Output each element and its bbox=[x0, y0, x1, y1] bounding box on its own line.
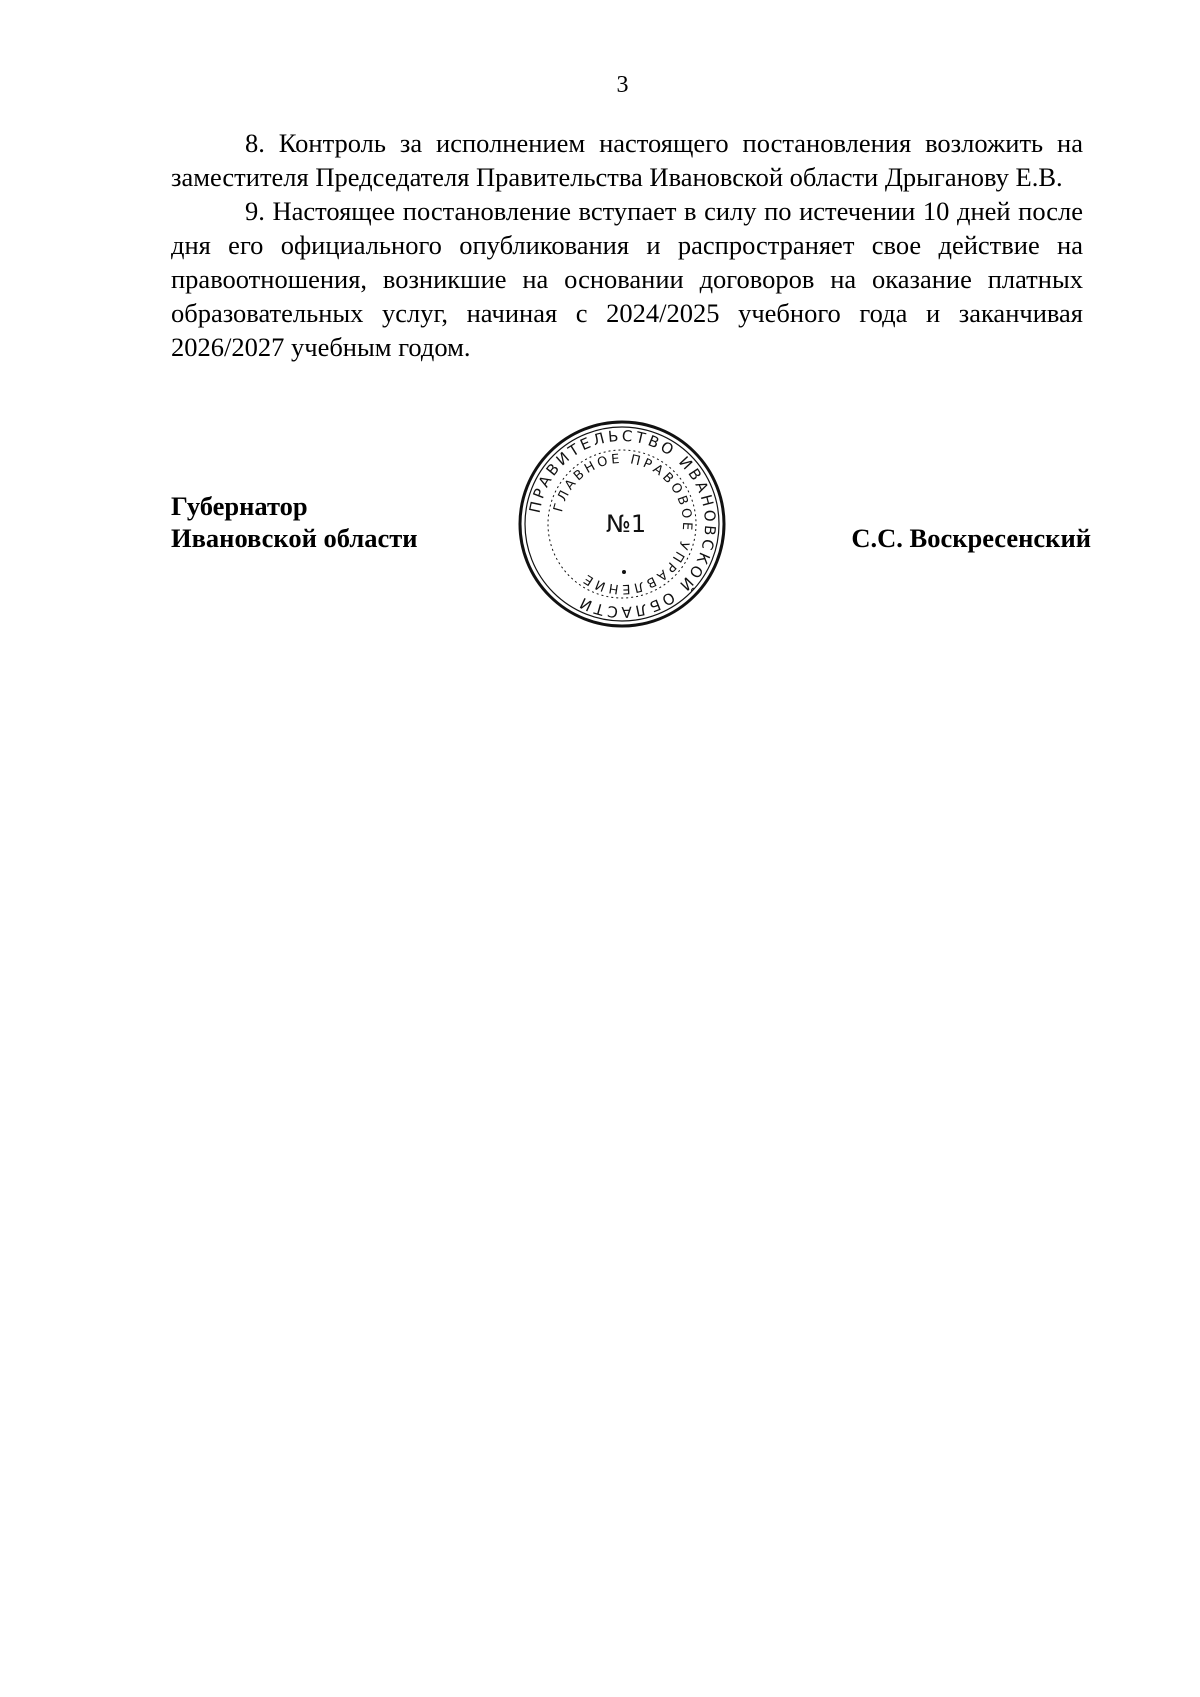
paragraph-8: 8. Контроль за исполнением настоящего постановления возложить на заместителя Председателя Правительства Ивановской области Дрыганову Е.В. bbox=[171, 128, 1083, 192]
document-body bbox=[171, 126, 1083, 364]
signatory-title-line2: Ивановской области bbox=[171, 523, 418, 553]
seal-inner-text: ГЛАВНОЕ ПРАВОВОЕ УПРАВЛЕНИЕ bbox=[551, 451, 695, 597]
paragraph-9: 9. Настоящее постановление вступает в силу по истечении 10 дней после дня его официального опубликования и распространяет свое действие на правоотношения, возникшие на основании договоров на оказание платных образовательных услуг, начиная с 2024/2025 учебного года и заканчивая 2026/2027 учебным годом. bbox=[171, 196, 1083, 362]
seal-center-number: №1 bbox=[605, 510, 647, 538]
signatory-title bbox=[171, 490, 418, 554]
seal-graphic bbox=[512, 414, 732, 634]
seal-dot bbox=[622, 570, 626, 574]
page-number: 3 bbox=[616, 72, 629, 98]
seal-outer-text: ПРАВИТЕЛЬСТВО ИВАНОВСКОЙ ОБЛАСТИ bbox=[525, 426, 720, 622]
signatory-name: С.С. Воскресенский bbox=[851, 523, 1091, 553]
official-seal bbox=[512, 414, 732, 634]
signatory-title-line1: Губернатор bbox=[171, 491, 308, 521]
